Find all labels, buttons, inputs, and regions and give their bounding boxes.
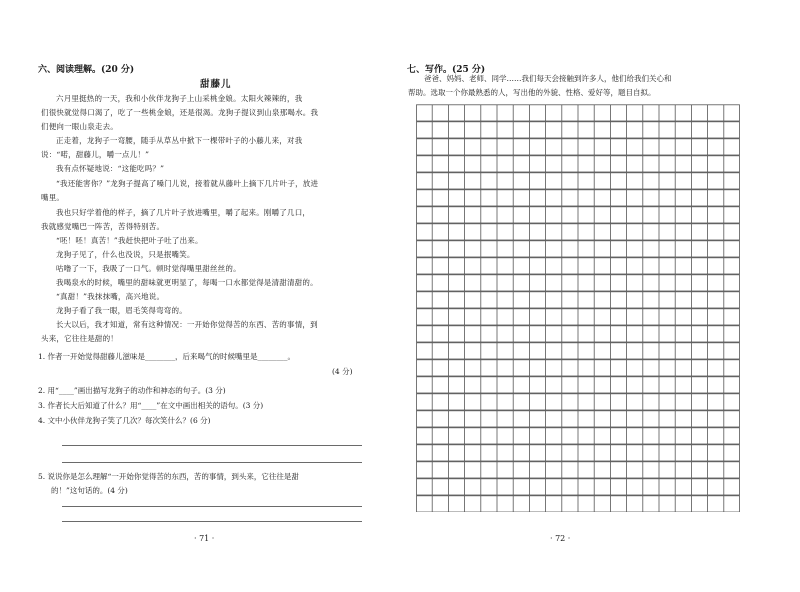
passage-line: 长大以后，我才知道，常有这种情况：一开始你觉得苦的东西、苦的事情，到 bbox=[56, 320, 318, 329]
passage-line: 龙狗子见了，什么也没说，只是抿嘴笑。 bbox=[56, 250, 195, 259]
passage-title: 甜藤儿 bbox=[200, 79, 232, 90]
grid-row bbox=[417, 360, 740, 376]
grid-row bbox=[417, 462, 740, 478]
answer-line-q5[interactable] bbox=[62, 521, 362, 522]
question-5-cont: 的！”这句话的。(4 分) bbox=[51, 486, 128, 495]
question-4: 4. 文中小伙伴龙狗子笑了几次？每次笑什么？(6 分) bbox=[38, 416, 211, 425]
grid-row bbox=[417, 479, 740, 495]
section-title-reading: 六、阅读理解。(20 分) bbox=[38, 65, 135, 75]
passage-line: 嘴里。 bbox=[41, 193, 65, 202]
question-1: 1. 作者一开始觉得甜藤儿滋味是________，后来喝气的时候嘴里是________。 bbox=[38, 352, 296, 361]
page-number: · 72 · bbox=[550, 534, 571, 543]
question-3: 3. 作者长大后知道了什么？用“____”在文中画出相关的语句。(3 分) bbox=[38, 401, 264, 410]
grid-row bbox=[417, 445, 740, 461]
passage-line: 我就感觉嘴巴一阵苦，苦得特别苦。 bbox=[41, 222, 165, 231]
grid-row bbox=[417, 309, 740, 325]
answer-line-q4[interactable] bbox=[62, 445, 362, 446]
grid-row bbox=[417, 207, 740, 223]
question-2: 2. 用“____”画出描写龙狗子的动作和神态的句子。(3 分) bbox=[38, 386, 226, 395]
passage-line: 我喝泉水的时候，嘴里的甜味就更明显了，每喝一口水都觉得是清甜清甜的。 bbox=[56, 278, 318, 287]
grid-row bbox=[417, 394, 740, 410]
question-1-score: (4 分) bbox=[332, 367, 353, 376]
grid-row bbox=[417, 292, 740, 308]
passage-line: 我有点怀疑地说：“这能吃吗？” bbox=[56, 164, 165, 173]
passage-line: 正走着，龙狗子一弯腰，随手从草丛中掀下一棵带叶子的小藤儿来，对我 bbox=[56, 136, 303, 145]
page-number: · 71 · bbox=[194, 534, 215, 543]
grid-row bbox=[417, 139, 740, 155]
grid-row bbox=[417, 190, 740, 206]
passage-line: 六月里挺热的一天，我和小伙伴龙狗子上山采桃金娘。太阳火辣辣的，我 bbox=[56, 94, 303, 103]
grid-row bbox=[417, 224, 740, 240]
passage-line: “呸！呸！真苦！”我赶快把叶子吐了出来。 bbox=[56, 236, 203, 245]
grid-row bbox=[417, 496, 740, 512]
grid-row bbox=[417, 343, 740, 359]
grid-row bbox=[417, 258, 740, 274]
passage-line: 们很快就觉得口渴了，吃了一些桃金娘，还是很渴。龙狗子提议到山泉那喝水。我 bbox=[41, 108, 319, 117]
passage-line: 说：“喏，甜藤儿，嚼一点儿！” bbox=[41, 150, 150, 159]
answer-line-q5[interactable] bbox=[62, 506, 362, 507]
grid-row bbox=[417, 173, 740, 189]
passage-line: “我还能害你？”龙狗子提高了嗓门儿说，接着就从藤叶上摘下几片叶子，放进 bbox=[56, 179, 319, 188]
grid-row bbox=[417, 411, 740, 427]
passage-line: “真甜！”我抹抹嘴，高兴地说。 bbox=[56, 292, 165, 301]
passage-line: 咕噜了一下，我吸了一口气。顿时觉得嘴里甜丝丝的。 bbox=[56, 264, 241, 273]
section-title-writing: 七、写作。(25 分) bbox=[407, 65, 486, 75]
grid-row bbox=[417, 122, 740, 138]
grid-row bbox=[417, 326, 740, 342]
grid-row bbox=[417, 156, 740, 172]
writing-prompt-line: 帮助。选取一个你最熟悉的人，写出他的外貌、性格、爱好等，题目自拟。 bbox=[408, 88, 656, 97]
passage-line: 我也只好学着他的样子，摘了几片叶子放进嘴里，嚼了起来。刚嚼了几口， bbox=[56, 208, 311, 217]
writing-prompt-line: 爸爸、妈妈、老师、同学……我们每天会接触到许多人，他们给我们关心和 bbox=[424, 74, 672, 83]
passage-line: 头来，它往往是甜的！ bbox=[41, 334, 118, 343]
writing-grid[interactable] bbox=[416, 104, 740, 512]
grid-row bbox=[417, 241, 740, 257]
grid-row bbox=[417, 105, 740, 121]
passage-line: 们便向一眼山泉走去。 bbox=[41, 122, 118, 131]
question-5: 5. 说说你是怎么理解“一开始你觉得苦的东西，苦的事情，到头来，它往往是甜 bbox=[38, 472, 299, 481]
grid-row bbox=[417, 428, 740, 444]
answer-line-q4[interactable] bbox=[62, 462, 362, 463]
passage-line: 龙狗子看了我一眼，眉毛笑得弯弯的。 bbox=[56, 306, 187, 315]
grid-row bbox=[417, 377, 740, 393]
grid-row bbox=[417, 275, 740, 291]
